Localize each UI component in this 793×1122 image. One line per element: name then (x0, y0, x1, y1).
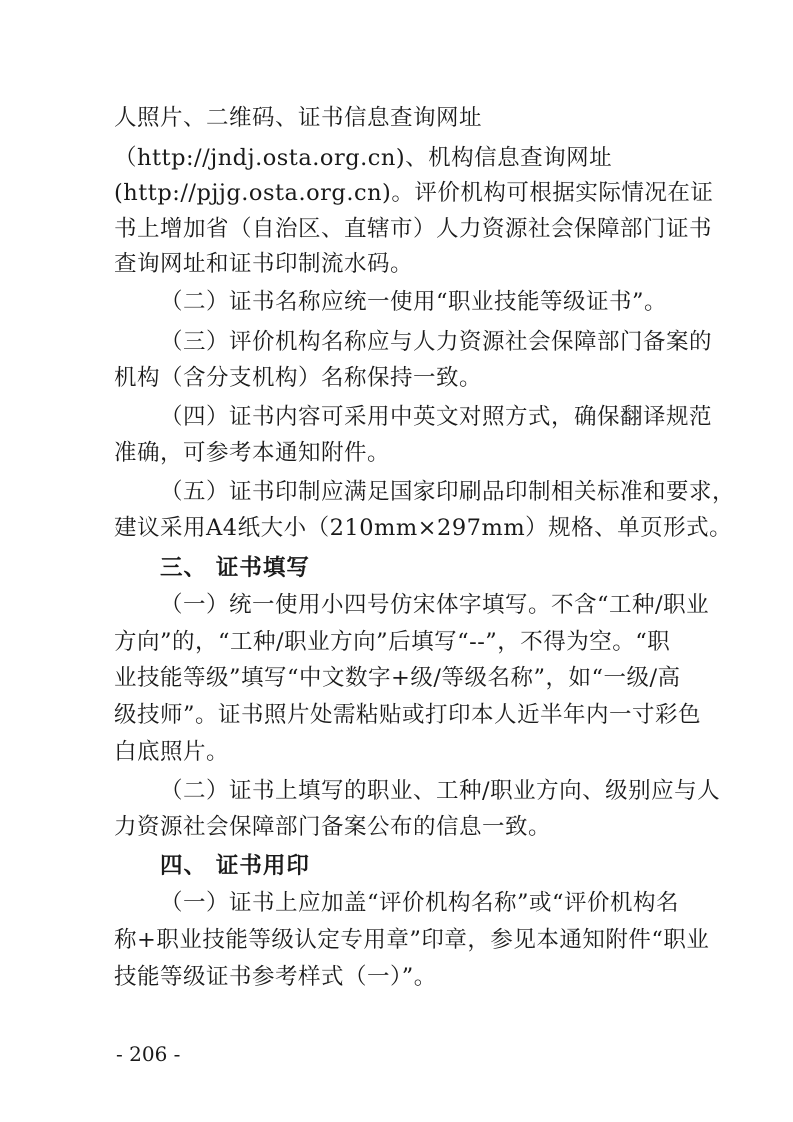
paragraph-2-2: （二）证书名称应统一使用“职业技能等级证书”。 (160, 289, 668, 315)
body-line-17: 级技师”。证书照片处需粘贴或打印本人近半年内一寸彩色 (114, 702, 702, 728)
page-number: - 206 - (116, 1042, 181, 1066)
body-line-10: 准确，可参考本通知附件。 (114, 440, 391, 466)
body-line-18: 白底照片。 (114, 739, 230, 765)
body-line-1: 人照片、二维码、证书信息查询网址 (114, 105, 483, 131)
section-heading-4: 四、 证书用印 (160, 853, 310, 879)
body-line-12: 建议采用A4纸大小（210mm×297mm）规格、单页形式。 (114, 515, 733, 541)
paragraph-2-4: （四）证书内容可采用中英文对照方式，确保翻译规范 (160, 404, 713, 430)
body-line-5: 查询网址和证书印制流水码。 (114, 251, 414, 277)
paragraph-3-1: （一）统一使用小四号仿宋体字填写。不含“工种/职业 (160, 592, 710, 618)
paragraph-3-2: （二）证书上填写的职业、工种/职业方向、级别应与人 (160, 778, 721, 804)
body-line-2: （http://jndj.osta.org.cn)、机构信息查询网址 (114, 145, 613, 171)
paragraph-2-3: （三）评价机构名称应与人力资源社会保障部门备案的 (160, 329, 713, 355)
body-line-16: 业技能等级”填写“中文数字+级/等级名称”，如“一级/高 (114, 665, 681, 691)
body-line-8: 机构（含分支机构）名称保持一致。 (114, 365, 483, 391)
paragraph-2-5: （五）证书印制应满足国家印刷品印制相关标准和要求， (160, 479, 736, 505)
body-line-20: 力资源社会保障部门备案公布的信息一致。 (114, 814, 552, 840)
body-line-4: 书上增加省（自治区、直辖市）人力资源社会保障部门证书 (114, 216, 713, 242)
body-line-3: (http://pjjg.osta.org.cn)。评价机构可根据实际情况在证 (114, 180, 714, 206)
body-line-23: 称+职业技能等级认定专用章”印章，参见本通知附件“职业 (114, 927, 710, 953)
body-line-24: 技能等级证书参考样式（一）”。 (114, 964, 437, 990)
section-heading-3: 三、 证书填写 (160, 555, 310, 581)
paragraph-4-1: （一）证书上应加盖“评价机构名称”或“评价机构名 (160, 890, 680, 916)
body-line-15: 方向”的，“工种/职业方向”后填写“--”，不得为空。“职 (114, 629, 671, 655)
